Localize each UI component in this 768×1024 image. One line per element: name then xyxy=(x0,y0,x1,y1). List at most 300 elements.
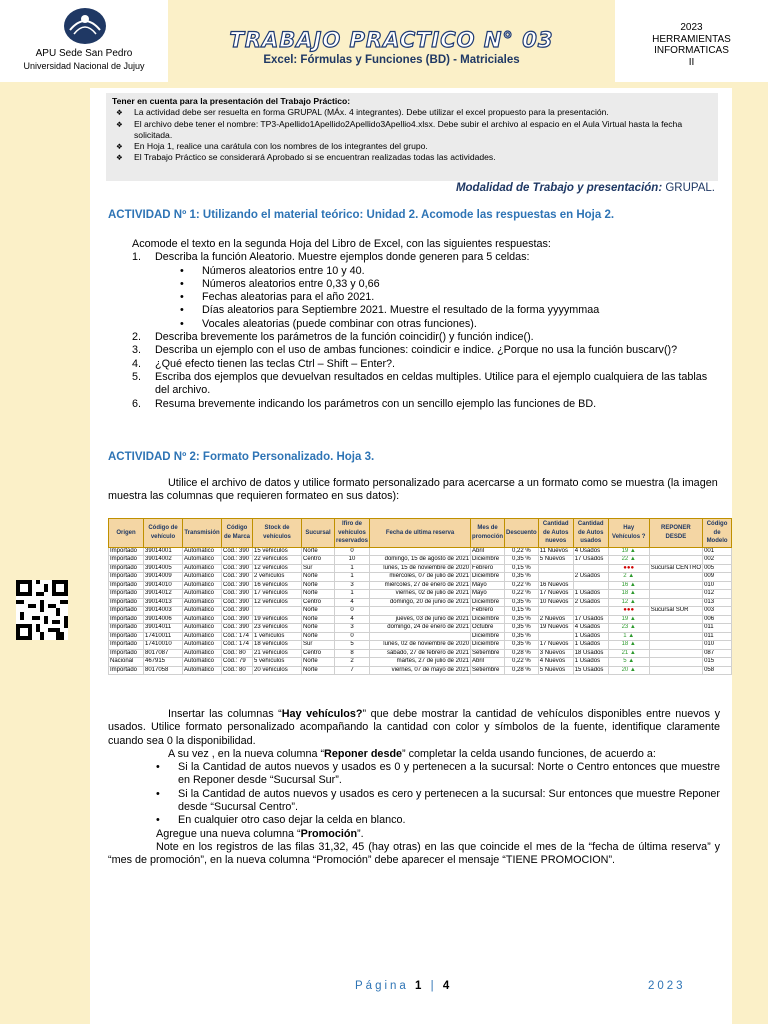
table-cell: Automatico xyxy=(183,590,222,599)
table-cell: 0 xyxy=(335,632,370,641)
table-cell: Cód.: 390 xyxy=(222,581,253,590)
table-cell xyxy=(573,607,608,616)
table-cell: Importado xyxy=(109,615,144,624)
table-cell: sábado, 27 de febrero de 2021 xyxy=(370,649,471,658)
table-row xyxy=(109,564,732,573)
table-cell: Importado xyxy=(109,564,144,573)
table-cell xyxy=(649,556,702,565)
column-header: Código de Marca xyxy=(222,519,253,548)
table-row xyxy=(109,649,732,658)
table-cell: 39014010 xyxy=(144,581,183,590)
table-body xyxy=(109,547,732,675)
table-cell: 0 xyxy=(335,547,370,556)
table-cell: Abril xyxy=(471,658,505,667)
table-cell: ●●● xyxy=(608,607,649,616)
table-cell: 1 Usados xyxy=(573,632,608,641)
table-cell xyxy=(649,590,702,599)
bullet-item: • Fechas aleatorias para el año 2021. xyxy=(132,291,720,304)
table-cell: 005 xyxy=(703,564,732,573)
table-cell: 19 Nuevos xyxy=(538,624,573,633)
table-row xyxy=(109,590,732,599)
table-cell: 39014005 xyxy=(144,564,183,573)
activity2-heading: ACTIVIDAD Nº 2: Formato Personalizado. Hoja 3. xyxy=(108,451,375,463)
table-cell: Automatico xyxy=(183,649,222,658)
list-item xyxy=(132,331,720,344)
table-cell: Diciembre xyxy=(471,632,505,641)
table-cell: Sur xyxy=(302,641,335,650)
table-row xyxy=(109,666,732,675)
table-cell: Automatico xyxy=(183,658,222,667)
bullet-item: • Si la Cantidad de autos nuevos y usados es cero y pertenecen a la sucursal: Sur entonces que muestre Reponer desde “Sucursal Centro”. xyxy=(108,788,720,815)
item-text: Describa un ejemplo con el uso de ambas funciones: coindicir e indice. ¿Porque no usa la función buscarv()? xyxy=(155,344,678,357)
table-cell: 4 xyxy=(335,615,370,624)
table-cell: 011 xyxy=(703,624,732,633)
table-cell: 1 Usados xyxy=(573,590,608,599)
table-cell: Automatico xyxy=(183,573,222,582)
table-cell: Importado xyxy=(109,573,144,582)
table-cell: Automatico xyxy=(183,615,222,624)
table-cell: Norte xyxy=(302,607,335,616)
table-cell: 39014006 xyxy=(144,615,183,624)
page-subtitle: Excel: Fórmulas y Funciones (BD) - Matriciales xyxy=(263,54,520,66)
table-row xyxy=(109,615,732,624)
page-word: Página xyxy=(355,980,409,992)
table-row xyxy=(109,632,732,641)
table-cell: Norte xyxy=(302,658,335,667)
table-cell: 011 xyxy=(703,632,732,641)
table-cell: 17 Nuevos xyxy=(538,590,573,599)
table-cell: 0,35 % xyxy=(505,615,539,624)
table-cell: Nacional xyxy=(109,658,144,667)
table-cell: 006 xyxy=(703,615,732,624)
table-cell xyxy=(649,649,702,658)
table-cell: 2 Usados xyxy=(573,598,608,607)
item-text: Describa brevemente los parámetros de la función coincidir() y función indice(). xyxy=(155,331,534,344)
table-cell: 0,15 % xyxy=(505,607,539,616)
table-row xyxy=(109,658,732,667)
table-cell: Cód.: 390 xyxy=(222,607,253,616)
table-cell xyxy=(370,547,471,556)
table-cell: 3 Nuevos xyxy=(538,649,573,658)
activity2-intro xyxy=(108,477,720,504)
table-cell: 39014003 xyxy=(144,607,183,616)
activity1-heading: ACTIVIDAD Nº 1: Utilizando el material teórico: Unidad 2. Acomode las respuestas en Hoja 2. xyxy=(108,209,615,221)
bullet-item: • Vocales aleatorias (puede combinar con otras funciones). xyxy=(132,318,720,331)
table-cell: 23 vehículos xyxy=(253,624,302,633)
bullet-item: • En cualquier otro caso dejar la celda en blanco. xyxy=(108,814,720,827)
column-header: Descuento xyxy=(505,519,539,548)
table-cell: Importado xyxy=(109,641,144,650)
table-cell: 20 ▲ xyxy=(608,666,649,675)
table-cell: 4 Usados xyxy=(573,547,608,556)
table-cell: 0,35 % xyxy=(505,598,539,607)
table-cell: 2 ▲ xyxy=(608,573,649,582)
page-title: TRABAJO PRACTICO N° 03 xyxy=(229,28,554,52)
table-row xyxy=(109,581,732,590)
bullet-item: • Números aleatorios entre 10 y 40. xyxy=(132,265,720,278)
table-cell: Importado xyxy=(109,547,144,556)
table-cell: Automatico xyxy=(183,564,222,573)
table-cell: Norte xyxy=(302,624,335,633)
table-cell xyxy=(370,632,471,641)
table-cell: Cód.: 390 xyxy=(222,556,253,565)
page-separator: | xyxy=(430,980,437,992)
page-number xyxy=(355,980,452,992)
table-cell: 1 vehículos xyxy=(253,632,302,641)
bullet-item: • Números aleatorios entre 0,33 y 0,66 xyxy=(132,278,720,291)
table-cell: 5 ▲ xyxy=(608,658,649,667)
table-cell: Norte xyxy=(302,581,335,590)
note-item: ❖ La actividad debe ser resuelta en forma GRUPAL (MÁx. 4 integrantes). Debe utilizar el excel propuesto para la presentación. xyxy=(112,107,712,118)
item-number: 2. xyxy=(132,331,142,344)
table-header-row xyxy=(109,519,732,548)
table-cell: 17410011 xyxy=(144,632,183,641)
table-cell: Norte xyxy=(302,590,335,599)
table-cell: Setiembre xyxy=(471,666,505,675)
note-item: ❖ El archivo debe tener el nombre: TP3-Apellido1Apellido2Apellido3Apellio4.xlsx. Debe subir el archivo al espacio en el Aula Virtual hasta la fecha solicitada. xyxy=(112,119,712,142)
table-cell: 22 ▲ xyxy=(608,556,649,565)
table-cell: Cód.: 390 xyxy=(222,615,253,624)
table-row xyxy=(109,607,732,616)
notes-title: Tener en cuenta para la presentación del Trabajo Práctico: xyxy=(112,96,351,106)
table-cell: Norte xyxy=(302,615,335,624)
column-header: Código de vehículo xyxy=(144,519,183,548)
table-cell: Automatico xyxy=(183,581,222,590)
table-cell: 1 xyxy=(335,590,370,599)
table-cell: 5 Nuevos xyxy=(538,556,573,565)
table-cell: 3 xyxy=(335,581,370,590)
table-cell: Abril xyxy=(471,547,505,556)
excel-table xyxy=(108,518,732,675)
footer-year: 2023 xyxy=(648,980,686,992)
table-cell: Cód.: 390 xyxy=(222,564,253,573)
table-cell xyxy=(253,607,302,616)
table-cell: 1 Usados xyxy=(573,658,608,667)
table-cell: 21 vehículos xyxy=(253,649,302,658)
table-cell: 39014011 xyxy=(144,624,183,633)
table-cell: Norte xyxy=(302,666,335,675)
table-cell: 23 ▲ xyxy=(608,624,649,633)
activity1-intro: Acomode el texto en la segunda Hoja del Libro de Excel, con las siguientes respuestas: xyxy=(132,238,551,250)
column-header: Código de Modelo xyxy=(703,519,732,548)
table-cell: miércoles, 07 de julio de 2021 xyxy=(370,573,471,582)
table-row xyxy=(109,573,732,582)
column-header: Transmisión xyxy=(183,519,222,548)
table-cell xyxy=(538,607,573,616)
table-cell: 1 xyxy=(335,564,370,573)
table-cell: Importado xyxy=(109,598,144,607)
table-cell: 8017087 xyxy=(144,649,183,658)
table-cell: Cód.: 390 xyxy=(222,624,253,633)
table-cell: 1 xyxy=(335,573,370,582)
table-cell: 8017058 xyxy=(144,666,183,675)
table-row xyxy=(109,556,732,565)
table-cell: 21 ▲ xyxy=(608,649,649,658)
table-cell: 012 xyxy=(703,590,732,599)
table-cell: 5 xyxy=(335,641,370,650)
table-cell: lunes, 15 de noviembre de 2020 xyxy=(370,564,471,573)
modalidad-value: GRUPAL. xyxy=(665,182,715,194)
table-cell: 39014002 xyxy=(144,556,183,565)
table-cell: 058 xyxy=(703,666,732,675)
item-number: 5. xyxy=(132,370,142,383)
table-row xyxy=(109,598,732,607)
list-item xyxy=(132,371,720,398)
table-cell: Importado xyxy=(109,556,144,565)
table-cell: Importado xyxy=(109,581,144,590)
table-cell: 4 Usados xyxy=(573,624,608,633)
table-cell: 2 vehículos xyxy=(253,573,302,582)
table-cell: 8 xyxy=(335,649,370,658)
table-cell: 0 xyxy=(335,607,370,616)
table-cell: 0,35 % xyxy=(505,556,539,565)
table-cell: 5 Nuevos xyxy=(538,666,573,675)
table-cell: Cód.: 80 xyxy=(222,666,253,675)
bullet-item: • Días aleatorios para Septiembre 2021. Muestre el resultado de la forma yyyymmaa xyxy=(132,304,720,317)
table-cell: 0,28 % xyxy=(505,649,539,658)
qr-code xyxy=(16,580,68,640)
table-cell: 18 ▲ xyxy=(608,641,649,650)
table-cell: Automatico xyxy=(183,556,222,565)
table-cell: 467915 xyxy=(144,658,183,667)
table-cell: Setiembre xyxy=(471,649,505,658)
table-cell: Centro xyxy=(302,598,335,607)
table-cell: 0,28 % xyxy=(505,666,539,675)
item-text: ¿Qué efecto tienen las teclas Ctrl – Shift – Enter?. xyxy=(155,357,396,370)
table-cell: 0,22 % xyxy=(505,590,539,599)
table-cell: 0,35 % xyxy=(505,624,539,633)
table-cell: viernes, 02 de julio de 2021 xyxy=(370,590,471,599)
table-cell xyxy=(649,658,702,667)
table-cell: 19 ▲ xyxy=(608,615,649,624)
table-cell: 22 vehículos xyxy=(253,556,302,565)
modalidad-line xyxy=(456,182,715,194)
item-text: Describa la función Aleatorio. Muestre ejemplos donde generen para 5 celdas: xyxy=(155,251,530,264)
table-row xyxy=(109,547,732,556)
table-cell: lunes, 02 de noviembre de 2020 xyxy=(370,641,471,650)
table-cell: 4 xyxy=(335,598,370,607)
title-block xyxy=(168,0,615,82)
list-item xyxy=(132,344,720,357)
table-cell: Cód.: 390 xyxy=(222,547,253,556)
activity1-list xyxy=(108,251,720,411)
table-cell: 16 Nuevos xyxy=(538,581,573,590)
table-cell: 4 Nuevos xyxy=(538,658,573,667)
table-cell: domingo, 15 de agosto de 2021 xyxy=(370,556,471,565)
table-cell: Sur xyxy=(302,564,335,573)
list-item xyxy=(132,358,720,371)
table-cell: 010 xyxy=(703,641,732,650)
table-cell: viernes, 07 de mayo de 2021 xyxy=(370,666,471,675)
table-cell xyxy=(538,573,573,582)
table-cell: 009 xyxy=(703,573,732,582)
bullet-item: • Si la Cantidad de autos nuevos y usados es 0 y pertenecen a la sucursal: Norte o Centro entonces que muestre en Reponer desde “Sucursal Sur”. xyxy=(108,761,720,788)
activity2-body xyxy=(108,708,720,868)
table-cell: 12 ▲ xyxy=(608,598,649,607)
header xyxy=(0,0,768,82)
table-cell: 12 vehículos xyxy=(253,598,302,607)
table-cell: Cód.: 390 xyxy=(222,598,253,607)
note-item: ❖ En Hoja 1, realice una carátula con los nombres de los integrantes del grupo. xyxy=(112,141,712,152)
table-cell: Importado xyxy=(109,666,144,675)
org-line2: Universidad Nacional de Jujuy xyxy=(23,61,145,71)
table-cell xyxy=(649,632,702,641)
table-cell: 7 xyxy=(335,666,370,675)
column-header: Cantidad de Autos nuevos xyxy=(538,519,573,548)
table-cell: Automatico xyxy=(183,547,222,556)
table-cell: Febrero xyxy=(471,607,505,616)
document-page xyxy=(90,88,732,1024)
table-cell: 39014013 xyxy=(144,598,183,607)
table-cell: Norte xyxy=(302,573,335,582)
table-cell: Importado xyxy=(109,624,144,633)
table-cell: Importado xyxy=(109,649,144,658)
table-cell: jueves, 03 de junio de 2021 xyxy=(370,615,471,624)
table-cell: Diciembre xyxy=(471,573,505,582)
table-cell: Norte xyxy=(302,632,335,641)
table-cell: Cód.: 390 xyxy=(222,590,253,599)
table-cell: 087 xyxy=(703,649,732,658)
table-cell: 16 ▲ xyxy=(608,581,649,590)
institution-block xyxy=(0,0,168,82)
table-cell: 11 Nuevos xyxy=(538,547,573,556)
table-cell: Octubre xyxy=(471,624,505,633)
activity2-intro-text: Utilice el archivo de datos y utilice formato personalizado para acercarse a un formato como se muestra (la imagen muestra las columnas que requieren formateo en sus datos): xyxy=(108,477,718,503)
course-line1: HERRAMIENTAS xyxy=(652,33,731,45)
table-cell: Importado xyxy=(109,632,144,641)
table-cell: 013 xyxy=(703,598,732,607)
table-cell: 17 vehículos xyxy=(253,590,302,599)
paragraph-hay-vehiculos: Insertar las columnas “Hay vehículos?” que debe mostrar la cantidad de vehículos disponibles entre nuevos y usados. Utilice formato personalizado acompañando la cantidad con color y símbolos de la fuente, identifique claramente cuando sea 0 la disponibilidad. xyxy=(108,708,720,747)
item-text: Escriba dos ejemplos que devuelvan resultados en celdas multiples. Utilice para el ejemplo cualquiera de las tablas del archivo. xyxy=(155,370,708,397)
bullet-list xyxy=(132,265,720,331)
list-item xyxy=(132,251,720,331)
column-header: Fecha de ultima reserva xyxy=(370,519,471,548)
table-cell: Mayo xyxy=(471,590,505,599)
table-cell: domingo, 20 de junio de 2021 xyxy=(370,598,471,607)
table-cell: 12 vehículos xyxy=(253,564,302,573)
table-cell: ●●● xyxy=(608,564,649,573)
table-cell xyxy=(649,624,702,633)
item-number: 1. xyxy=(132,251,142,264)
table-cell: Diciembre xyxy=(471,598,505,607)
table-cell xyxy=(538,564,573,573)
item-number: 3. xyxy=(132,344,142,357)
table-cell: 19 ▲ xyxy=(608,547,649,556)
table-cell: 17410010 xyxy=(144,641,183,650)
table-cell: 0,22 % xyxy=(505,658,539,667)
note-item: ❖ El Trabajo Práctico se considerará Aprobado si se encuentran realizadas todas las actividades. xyxy=(112,152,712,163)
column-header: Sucursal xyxy=(302,519,335,548)
excel-sample-image xyxy=(108,518,734,694)
table-cell: 010 xyxy=(703,581,732,590)
table-cell: 0,22 % xyxy=(505,581,539,590)
table-cell xyxy=(649,666,702,675)
paragraph-reponer: A su vez , en la nueva columna “Reponer desde” completar la celda usando funciones, de acuerdo a: xyxy=(168,747,656,760)
page-current: 1 xyxy=(415,980,425,992)
table-cell: Diciembre xyxy=(471,641,505,650)
table-cell: Cód.: 80 xyxy=(222,649,253,658)
item-number: 6. xyxy=(132,397,142,410)
table-cell: 3 xyxy=(335,624,370,633)
course-year: 2023 xyxy=(680,22,703,33)
table-cell xyxy=(538,632,573,641)
column-header: Origen xyxy=(109,519,144,548)
table-cell: 003 xyxy=(703,607,732,616)
table-cell: 39014009 xyxy=(144,573,183,582)
table-row xyxy=(109,641,732,650)
table-cell: Norte xyxy=(302,547,335,556)
table-cell: 18 ▲ xyxy=(608,590,649,599)
course-line2: INFORMATICAS xyxy=(654,45,729,56)
table-cell: Automatico xyxy=(183,598,222,607)
page-total: 4 xyxy=(442,980,453,992)
table-cell: 002 xyxy=(703,556,732,565)
paragraph-note: Note en los registros de las filas 31,32, 45 (hay otras) en las que coincide el mes de la “fecha de última reserva” y “mes de promoción”, en la nueva columna “Promoción” debe aparecer el mensaje “TIENE PROMOCION”. xyxy=(108,840,720,867)
table-cell: 16 vehículos xyxy=(253,581,302,590)
table-cell: 0,35 % xyxy=(505,641,539,650)
table-cell: Importado xyxy=(109,607,144,616)
table-cell: 17 Usados xyxy=(573,556,608,565)
table-cell: Cód.: 174 xyxy=(222,641,253,650)
table-cell: Sucursal SUR xyxy=(649,607,702,616)
table-cell xyxy=(649,573,702,582)
table-cell: 1 Usados xyxy=(573,641,608,650)
column-header: Stock de vehículos xyxy=(253,519,302,548)
column-header: REPONER DESDE xyxy=(649,519,702,548)
table-cell: Cód.: 390 xyxy=(222,573,253,582)
column-header: Mes de promoción xyxy=(471,519,505,548)
table-cell: 39014012 xyxy=(144,590,183,599)
paragraph-promocion: Agregue una nueva columna “Promoción”. xyxy=(156,827,364,840)
modalidad-label: Modalidad de Trabajo y presentación: xyxy=(455,182,663,194)
table-cell: 0,35 % xyxy=(505,632,539,641)
table-cell: 15 vehículos xyxy=(253,547,302,556)
table-cell: 5 vehículos xyxy=(253,658,302,667)
table-cell xyxy=(573,564,608,573)
table-cell: 20 vehículos xyxy=(253,666,302,675)
table-cell: Mayo xyxy=(471,581,505,590)
item-number: 4. xyxy=(132,357,142,370)
item-text: Resuma brevemente indicando los parámetros con un sencillo ejemplo las funciones de BD. xyxy=(155,397,597,410)
table-cell: 0,22 % xyxy=(505,547,539,556)
table-cell: domingo, 24 de enero de 2021 xyxy=(370,624,471,633)
table-cell: 0,15 % xyxy=(505,564,539,573)
table-cell: Cód.: 174 xyxy=(222,632,253,641)
table-cell xyxy=(649,598,702,607)
table-cell: 2 Usados xyxy=(573,573,608,582)
table-cell: 1 ▲ xyxy=(608,632,649,641)
reponer-rules-list xyxy=(108,761,720,827)
table-cell: 2 Nuevos xyxy=(538,615,573,624)
table-cell: martes, 27 de julio de 2021 xyxy=(370,658,471,667)
table-cell xyxy=(649,547,702,556)
table-cell: 2 xyxy=(335,658,370,667)
table-cell xyxy=(649,641,702,650)
table-cell xyxy=(573,581,608,590)
table-cell xyxy=(649,615,702,624)
table-cell: miércoles, 27 de enero de 2021 xyxy=(370,581,471,590)
table-cell: Automatico xyxy=(183,666,222,675)
table-cell: Automatico xyxy=(183,607,222,616)
column-header: Cantidad de Autos usados xyxy=(573,519,608,548)
table-cell: 18 vehículos xyxy=(253,641,302,650)
table-cell: 015 xyxy=(703,658,732,667)
table-cell: Importado xyxy=(109,590,144,599)
column-header: Hay Vehículos ? xyxy=(608,519,649,548)
table-cell: 10 Nuevos xyxy=(538,598,573,607)
table-cell: Centro xyxy=(302,556,335,565)
